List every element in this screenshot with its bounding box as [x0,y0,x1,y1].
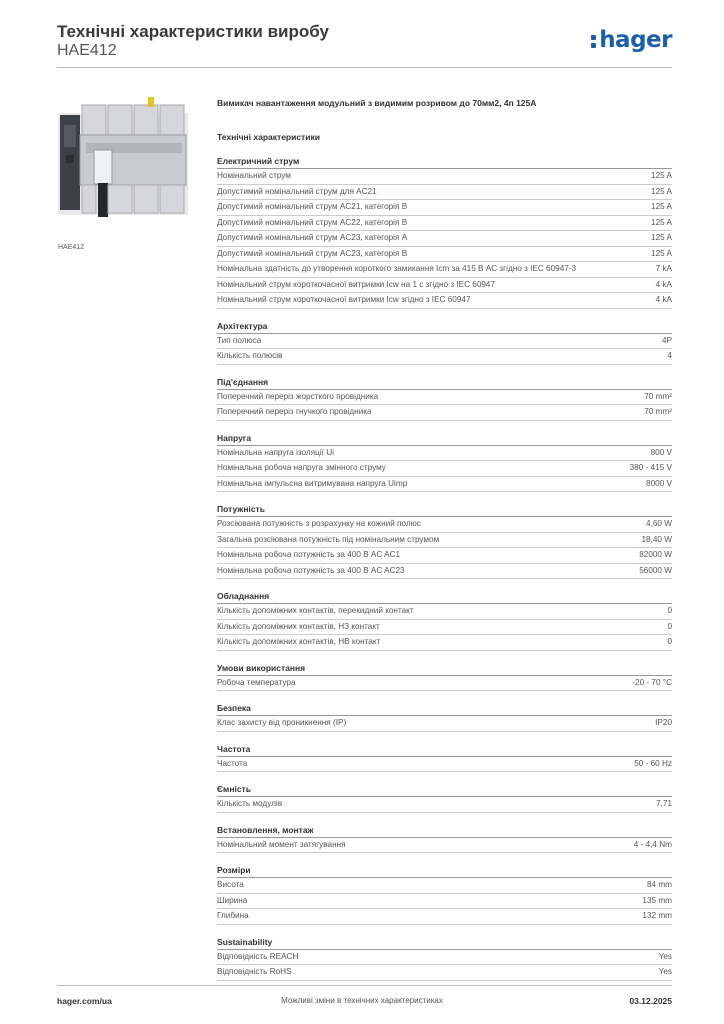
spec-label: Номінальний струм короткочасної витримки Icw на 1 с згідно з IEC 60947 [217,279,496,289]
section-title: Умови використання [217,662,672,676]
spec-row [217,461,672,477]
spec-label: Клас захисту від проникнення (IP) [217,718,347,727]
spec-label: Номінальний струм короткочасної витримки Icw згідно з IEC 60947 [217,295,471,304]
spec-label: Номінальна робоча потужність за 400 В AC AC23 [217,565,405,575]
spec-label: Номінальна здатність до утворення короткого замикання Icm за 415 В AC згідно з IEC 60947-3 [217,264,577,273]
spec-value: Yes [658,967,672,976]
spec-value: 0 [667,637,672,646]
spec-label: Розсіювана потужність з розрахунку на кожний полюс [217,519,421,528]
section-title: Електричний струм [217,155,672,169]
spec-value: 0 [667,621,672,631]
spec-value: 4 kA [655,279,672,289]
spec-value: 0 [667,606,672,615]
section-title: Частота [217,743,672,757]
section-title: Встановлення, монтаж [217,824,672,838]
spec-row [217,797,672,813]
spec-row [217,247,672,263]
spec-label: Допустимий номінальний струм AC23, категорія B [217,248,408,258]
spec-row [217,950,672,966]
section-title: Під'єднання [217,376,672,390]
footer-date: 03.12.2025 [629,996,672,1006]
section-title: Розміри [217,864,672,878]
spec-value: 125 A [651,171,672,180]
spec-value: 125 A [651,186,672,196]
spec-label: Допустимий номінальний струм для AC21 [217,186,377,196]
spec-value: 132 mm [642,911,672,920]
spec-value: 800 V [650,447,672,457]
spec-value: 84 mm [646,880,672,889]
spec-label: Відповідність RoHS [217,967,292,976]
page-header [57,20,672,70]
spec-row [217,293,672,309]
spec-value: 125 A [651,248,672,258]
spec-value: 125 A [651,202,672,211]
spec-label: Допустимий номінальний струм AC21, категорія B [217,202,408,211]
spec-value: 8000 V [646,478,672,488]
spec-row [217,200,672,216]
spec-value: IP20 [655,718,672,727]
spec-row [217,620,672,636]
hager-logo: hager [591,26,672,54]
section-title: Безпека [217,702,672,716]
spec-label: Допустимий номінальний струм AC22, категорія B [217,217,408,227]
spec-row [217,169,672,185]
product-image [58,95,188,237]
product-description: Вимикач навантаження модульний з видимим розривом до 70мм2, 4п 125А [217,98,537,108]
spec-value: 70 mm² [644,407,672,416]
spec-row [217,405,672,421]
spec-row [217,262,672,278]
spec-row [217,216,672,232]
spec-label: Ширина [217,895,248,905]
logo-colon-icon [591,30,597,50]
footer-website-link[interactable]: hager.com/ua [57,996,112,1006]
spec-row [217,716,672,732]
specs-content [217,96,672,981]
spec-label: Глибина [217,911,249,920]
spec-value: 4,60 W [646,519,672,528]
spec-row [217,604,672,620]
spec-row [217,878,672,894]
spec-label: Номінальна робоча напруга змінного струму [217,463,386,472]
spec-label: Номінальна напруга ізоляції Ui [217,447,334,457]
spec-row [217,446,672,462]
spec-label: Допустимий номінальний струм AC23, категорія A [217,233,408,242]
image-caption: HAE412 [58,244,85,251]
spec-row [217,548,672,564]
spec-value: 4 kA [655,295,672,304]
spec-row [217,231,672,247]
section-title: Архітектура [217,320,672,334]
spec-row [217,757,672,773]
spec-label: Кількість допоміжних контактів, НВ контакт [217,637,381,646]
spec-row [217,334,672,350]
spec-row [217,278,672,294]
spec-value: 4 [667,351,672,360]
section-title: Ємність [217,783,672,797]
spec-value: 56000 W [639,565,672,575]
spec-label: Частота [217,758,248,768]
spec-row [217,349,672,365]
spec-row [217,517,672,533]
spec-label: Робоча температура [217,677,296,687]
footer-disclaimer: Можливі зміни в технічних характеристиках [281,996,443,1005]
spec-label: Поперечний переріз гнучкого провідника [217,407,372,416]
spec-row [217,676,672,692]
spec-value: 70 mm² [644,391,672,401]
spec-label: Номінальний струм [217,171,291,180]
spec-label: Загальна розсіювана потужність під номінальним струмом [217,534,440,544]
spec-label: Кількість допоміжних контактів, перекидний контакт [217,606,414,615]
page-title: Технічні характеристики виробу [57,22,329,41]
spec-row [217,477,672,493]
footer-divider [57,985,672,986]
spec-value: 7 kA [655,264,672,273]
spec-label: Висота [217,880,244,889]
section-title: Обладнання [217,590,672,604]
spec-row [217,894,672,910]
spec-row [217,564,672,580]
spec-row [217,838,672,854]
spec-value: 125 A [651,233,672,242]
spec-row [217,909,672,925]
spec-label: Тип полюса [217,335,262,345]
section-title: Потужність [217,503,672,517]
spec-value: 135 mm [642,895,672,905]
spec-row [217,635,672,651]
spec-row [217,390,672,406]
spec-value: Yes [658,951,672,961]
spec-label: Номінальна робоча потужність за 400 В AC AC1 [217,550,401,559]
spec-label: Номінальна імпульсна витримувана напруга Uimp [217,478,408,488]
spec-label: Номінальний момент затягування [217,839,346,849]
spec-value: 4 - 4,4 Nm [633,839,672,849]
spec-row [217,533,672,549]
spec-row [217,185,672,201]
spec-label: Кількість модулів [217,799,283,808]
page-subtitle: HAE412 [57,42,117,59]
spec-label: Поперечний переріз жорсткого провідника [217,391,379,401]
spec-label: Кількість допоміжних контактів, НЗ контакт [217,621,380,631]
spec-value: 82000 W [639,550,672,559]
spec-value: 7,71 [656,799,672,808]
spec-value: 4P [661,335,672,345]
section-title: Напруга [217,432,672,446]
spec-sections [217,155,672,981]
spec-value: 18,40 W [641,534,672,544]
spec-value: -20 - 70 °C [632,677,672,687]
spec-label: Кількість полюсів [217,351,283,360]
spec-row [217,965,672,981]
tech-heading: Технічні характеристики [217,132,320,142]
section-title: Sustainability [217,936,672,950]
spec-value: 125 A [651,217,672,227]
spec-value: 380 - 415 V [629,463,672,472]
spec-value: 50 - 60 Hz [634,758,672,768]
header-divider [57,67,672,68]
spec-label: Відповідність REACH [217,951,299,961]
